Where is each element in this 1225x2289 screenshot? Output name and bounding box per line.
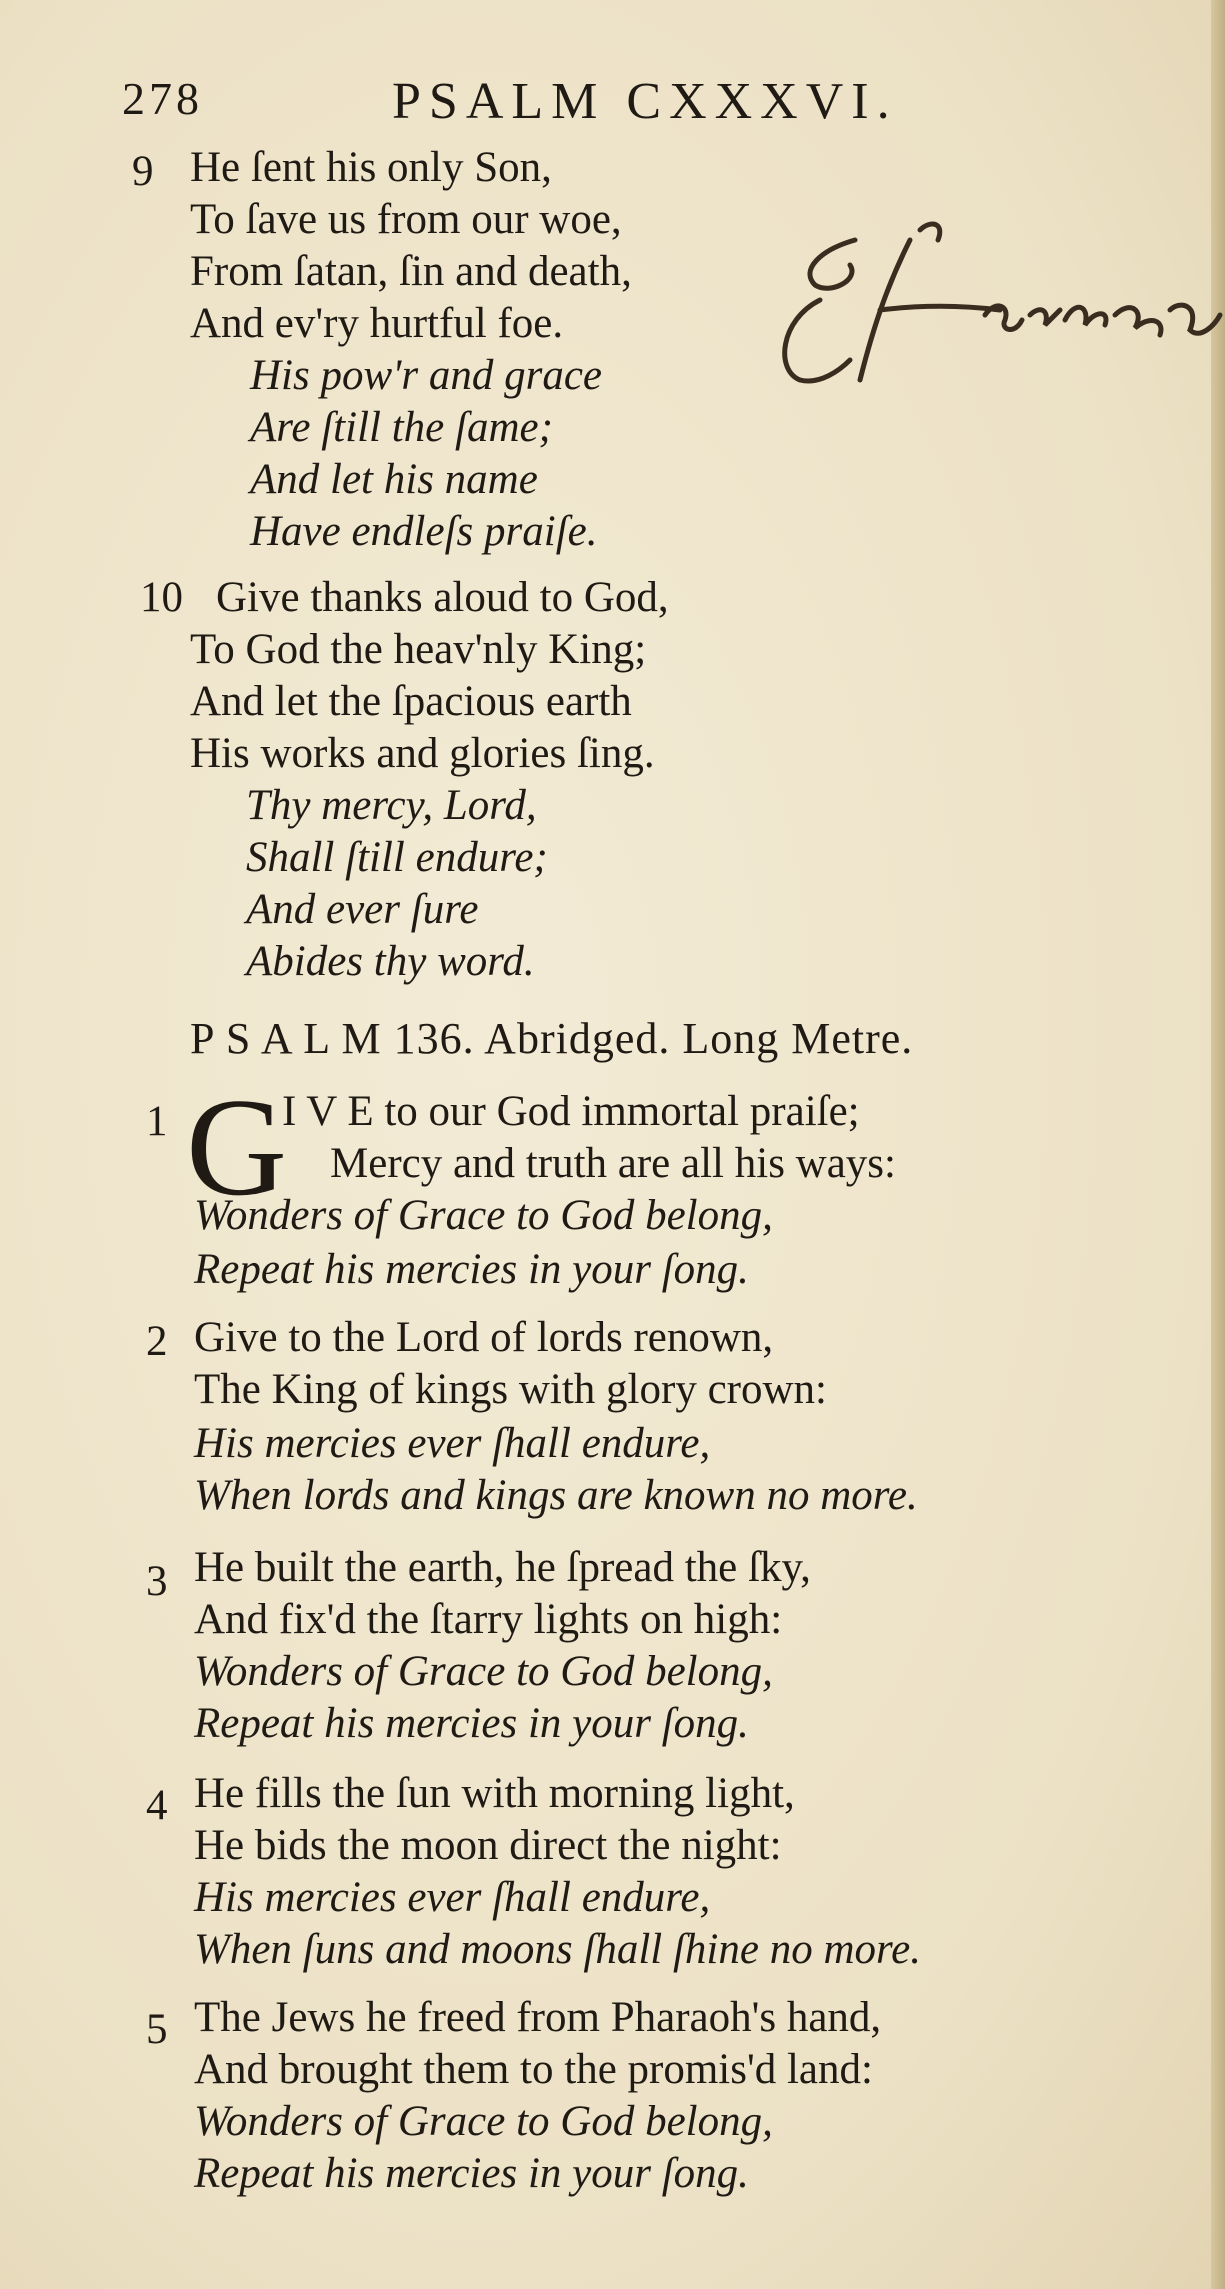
refrain-line: His mercies ever ſhall endure,: [194, 1874, 711, 1921]
refrain-line: Repeat his mercies in your ſong.: [194, 1246, 749, 1293]
refrain-line: His pow'r and grace: [250, 352, 602, 399]
refrain-line: Repeat his mercies in your ſong.: [194, 1700, 749, 1747]
verse-line: And brought them to the promis'd land:: [194, 2046, 873, 2093]
verse-line: He built the earth, he ſpread the ſky,: [194, 1544, 811, 1591]
refrain-line: When ſuns and moons ſhall ſhine no more.: [194, 1926, 921, 1973]
verse-line: He bids the moon direct the night:: [194, 1822, 782, 1869]
stanza-number: 1: [146, 1098, 168, 1145]
drop-cap: G: [186, 1070, 288, 1225]
stanza-number: 10: [140, 574, 183, 621]
verse-line: And fix'd the ſtarry lights on high:: [194, 1596, 783, 1643]
page-title: PSALM CXXXVI.: [392, 73, 898, 130]
refrain-line: Have endleſs praiſe.: [250, 508, 598, 555]
refrain-line: Are ſtill the ſame;: [250, 404, 553, 451]
page-header: [122, 72, 1012, 132]
verse-line: From ſatan, ſin and death,: [190, 248, 632, 295]
refrain-line: Shall ſtill endure;: [246, 834, 548, 881]
refrain-line: Wonders of Grace to God belong,: [194, 1648, 773, 1695]
verse-line: The King of kings with glory crown:: [194, 1366, 827, 1413]
verse-line: Give thanks aloud to God,: [216, 574, 669, 621]
stanza-number: 5: [146, 2006, 168, 2053]
refrain-line: When lords and kings are known no more.: [194, 1472, 918, 1519]
refrain-line: And let his name: [250, 456, 538, 503]
verse-line: Mercy and truth are all his ways:: [330, 1140, 896, 1187]
stanza-number: 2: [146, 1318, 168, 1365]
refrain-line: And ever ſure: [246, 886, 479, 933]
page-number: 278: [122, 73, 203, 124]
refrain-line: His mercies ever ſhall endure,: [194, 1420, 711, 1467]
refrain-line: Wonders of Grace to God belong,: [194, 1192, 773, 1239]
verse-line: He ſent his only Son,: [190, 144, 552, 191]
verse-line: He fills the ſun with morning light,: [194, 1770, 795, 1817]
handwritten-signature: [760, 210, 1225, 410]
psalm-heading: P S A L M 136. Abridged. Long Metre.: [190, 1014, 914, 1063]
verse-line: Give to the Lord of lords renown,: [194, 1314, 774, 1361]
refrain-line: Abides thy word.: [246, 938, 535, 985]
stanza-number: 4: [146, 1782, 168, 1829]
refrain-line: Wonders of Grace to God belong,: [194, 2098, 773, 2145]
refrain-line: Repeat his mercies in your ſong.: [194, 2150, 749, 2197]
verse-line: And ev'ry hurtful foe.: [190, 300, 564, 347]
verse-line: I V E to our God immortal praiſe;: [282, 1088, 860, 1135]
refrain-line: Thy mercy, Lord,: [246, 782, 537, 829]
verse-line: And let the ſpacious earth: [190, 678, 632, 725]
stanza-number: 3: [146, 1558, 168, 1605]
verse-line: To God the heav'nly King;: [190, 626, 647, 673]
verse-line: The Jews he freed from Pharaoh's hand,: [194, 1994, 882, 2041]
stanza-number: 9: [132, 148, 154, 195]
verse-line: His works and glories ſing.: [190, 730, 655, 777]
verse-line: To ſave us from our woe,: [190, 196, 622, 243]
